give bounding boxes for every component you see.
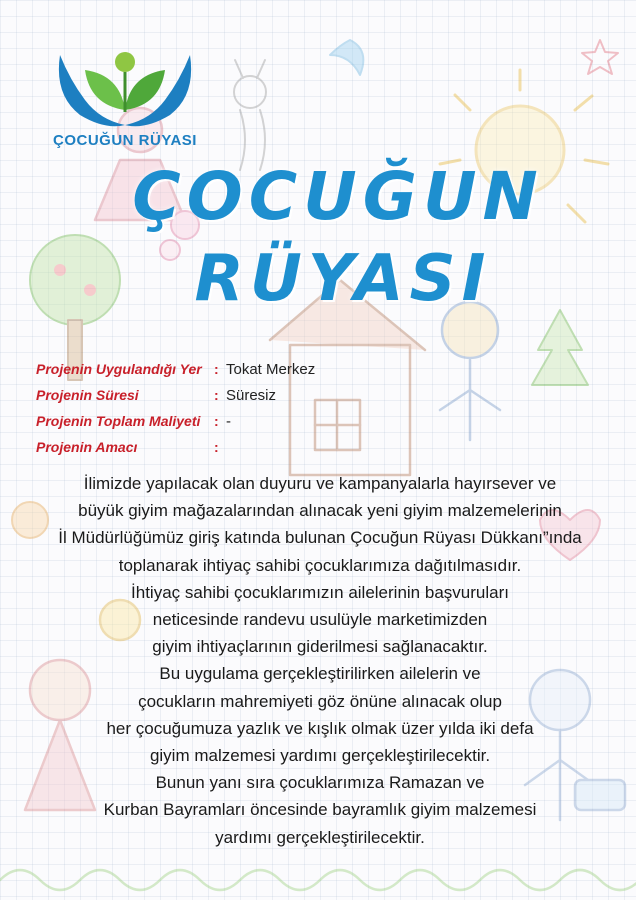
info-label: Projenin Toplam Maliyeti xyxy=(36,413,201,429)
grass-doodle xyxy=(0,870,636,890)
info-separator: : xyxy=(214,413,219,429)
info-separator: : xyxy=(214,387,219,403)
page-title-line-1: ÇOCUĞUN xyxy=(132,158,544,235)
cat-doodle xyxy=(234,60,266,170)
page-title-line-2: RÜYASI xyxy=(194,242,492,316)
description-line: çocukların mahremiyeti göz önüne alınacak olup xyxy=(138,691,502,711)
info-value: Tokat Merkez xyxy=(226,360,316,378)
left-leaf-shape xyxy=(85,70,125,110)
description-line: giyim ihtiyaçlarının giderilmesi sağlanacaktır. xyxy=(152,637,488,657)
description-line: Bunun yanı sıra çocuklarımıza Ramazan ve xyxy=(155,773,485,793)
description-line: İl Müdürlüğümüz giriş katında bulunan Çocuğun Rüyası Dükkanı”ında xyxy=(58,528,582,548)
logo xyxy=(40,40,210,160)
info-row-cost xyxy=(36,408,596,434)
description-line: her çocuğumuza yazlık ve kışlık olmak üzer yılda iki defa xyxy=(106,718,534,738)
moon-doodle xyxy=(330,40,363,75)
head-circle xyxy=(115,52,135,72)
description-line: İhtiyaç sahibi çocuklarımızın ailelerinin başvuruları xyxy=(131,582,509,602)
description-line: Bu uygulama gerçekleştirilirken ailelerin ve xyxy=(159,664,481,684)
info-label: Projenin Uygulandığı Yer xyxy=(36,361,202,377)
description-line: toplanarak ihtiyaç sahibi çocuklarımıza dağıtılmasıdır. xyxy=(118,555,522,575)
description-line: büyük giyim mağazalarından alınacak yeni giyim malzemelerinin xyxy=(78,501,562,521)
info-value: Süresiz xyxy=(226,386,277,404)
description-line: yardımı gerçekleştirilecektir. xyxy=(215,827,425,847)
description-line: giyim malzemesi yardımı gerçekleştirilecektir. xyxy=(149,746,491,766)
description-line: Kurban Bayramları öncesinde bayramlık giyim malzemesi xyxy=(103,800,537,820)
right-leaf-shape xyxy=(125,70,165,110)
logo-emblem xyxy=(50,40,200,132)
project-info-table xyxy=(36,356,596,460)
description-line: İlimizde yapılacak olan duyuru ve kampanyalarla hayırsever ve xyxy=(83,474,557,493)
info-row-duration xyxy=(36,382,596,408)
logo-text: ÇOCUĞUN RÜYASI xyxy=(53,132,197,149)
info-label: Projenin Süresi xyxy=(36,387,139,403)
info-row-location xyxy=(36,356,596,382)
info-value: - xyxy=(226,412,231,430)
project-description xyxy=(40,470,600,851)
description-line: neticesinde randevu usulüyle marketimizden xyxy=(152,610,488,630)
info-separator: : xyxy=(214,361,219,377)
info-separator: : xyxy=(214,439,219,455)
info-row-purpose xyxy=(36,434,596,460)
star-doodle xyxy=(582,40,618,74)
info-label: Projenin Amacı xyxy=(36,439,138,455)
